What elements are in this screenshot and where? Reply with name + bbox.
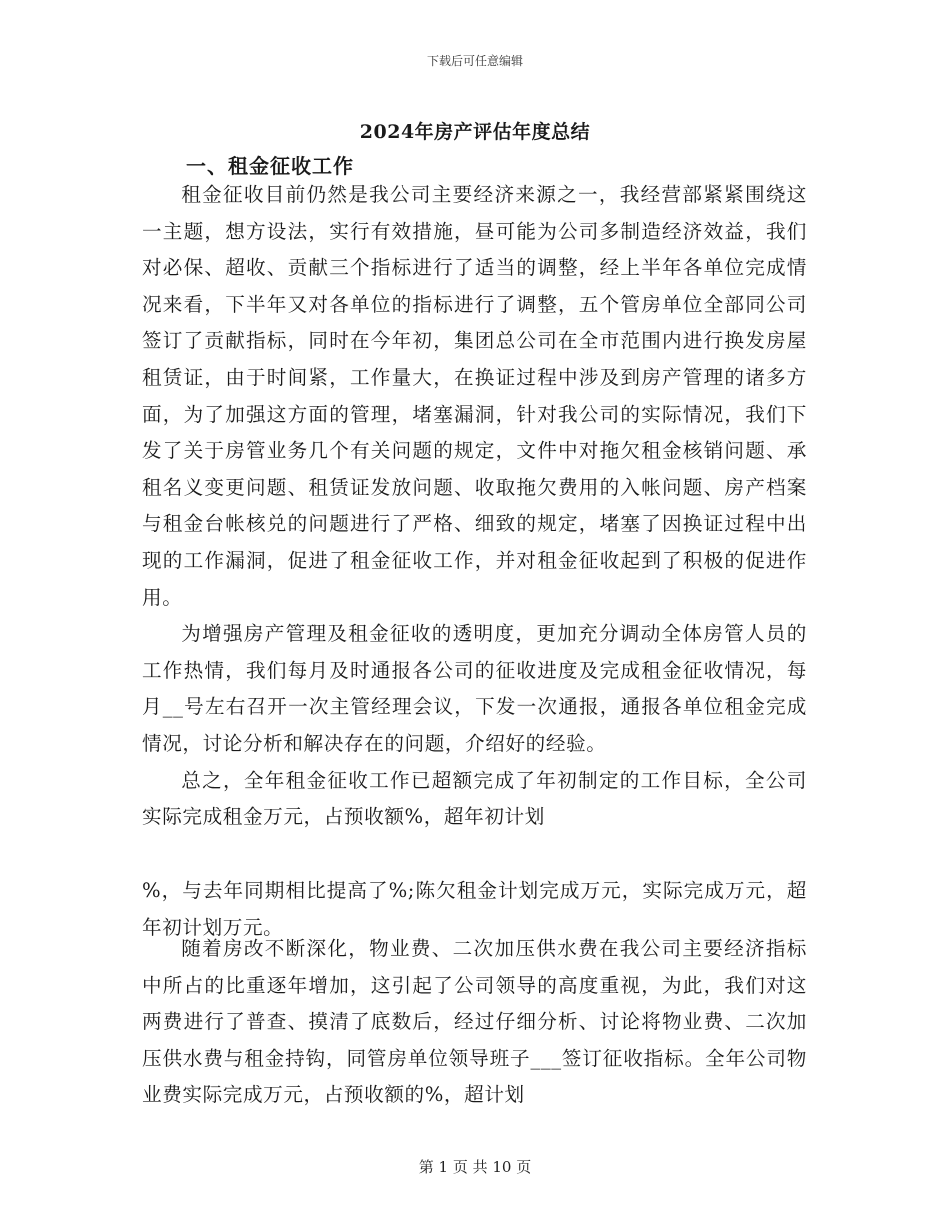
- body-text-block: [142, 931, 807, 1114]
- page-number: 第 1 页 共 10 页: [418, 1158, 532, 1176]
- header-note: 下载后可任意编辑: [426, 54, 523, 68]
- body-text-block: [142, 177, 807, 836]
- paragraph: 为增强房产管理及租金征收的透明度，更加充分调动全体房管人员的工作热情，我们每月及时通报各公司的征收进度及完成租金征收情况，每月__号左右召开一次主管经理会议，下发一次通报，通报各单位租金完成情况，讨论分析和解决存在的问题，介绍好的经验。: [142, 622, 807, 755]
- document-title: 2024年房产评估年度总结: [359, 121, 591, 143]
- section-heading-rent-collection: 一、租金征收工作: [186, 154, 354, 178]
- paragraph: 随着房改不断深化，物业费、二次加压供水费在我公司主要经济指标中所占的比重逐年增加，这引起了公司领导的高度重视，为此，我们对这两费进行了普查、摸清了底数后，经过仔细分析、讨论将物业费、二次加压供水费与租金持钩，同管房单位领导班子___签订征收指标。全年公司物业费实际完成万元，占预收额的%，超计划: [142, 937, 807, 1107]
- paragraph: 总之，全年租金征收工作已超额完成了年初制定的工作目标，全公司实际完成租金万元，占预收额%，超年初计划: [142, 768, 807, 829]
- paragraph: 租金征收目前仍然是我公司主要经济来源之一，我经营部紧紧围绕这一主题，想方设法，实行有效措施，昼可能为公司多制造经济效益，我们对必保、超收、贡献三个指标进行了适当的调整，经上半年各单位完成情况来看，下半年又对各单位的指标进行了调整，五个管房单位全部同公司签订了贡献指标，同时在今年初，集团总公司在全市范围内进行换发房屋租赁证，由于时间紧，工作量大，在换证过程中涉及到房产管理的诸多方面，为了加强这方面的管理，堵塞漏洞，针对我公司的实际情况，我们下发了关于房管业务几个有关问题的规定，文件中对拖欠租金核销问题、承租名义变更问题、租赁证发放问题、收取拖欠费用的入帐问题、房产档案与租金台帐核兑的问题进行了严格、细致的规定，堵塞了因换证过程中出现的工作漏洞，促进了租金征收工作，并对租金征收起到了积极的促进作用。: [142, 183, 807, 609]
- paragraph-continuation: %，与去年同期相比提高了%;陈欠租金计划完成万元，实际完成万元，超年初计划万元。: [142, 879, 807, 939]
